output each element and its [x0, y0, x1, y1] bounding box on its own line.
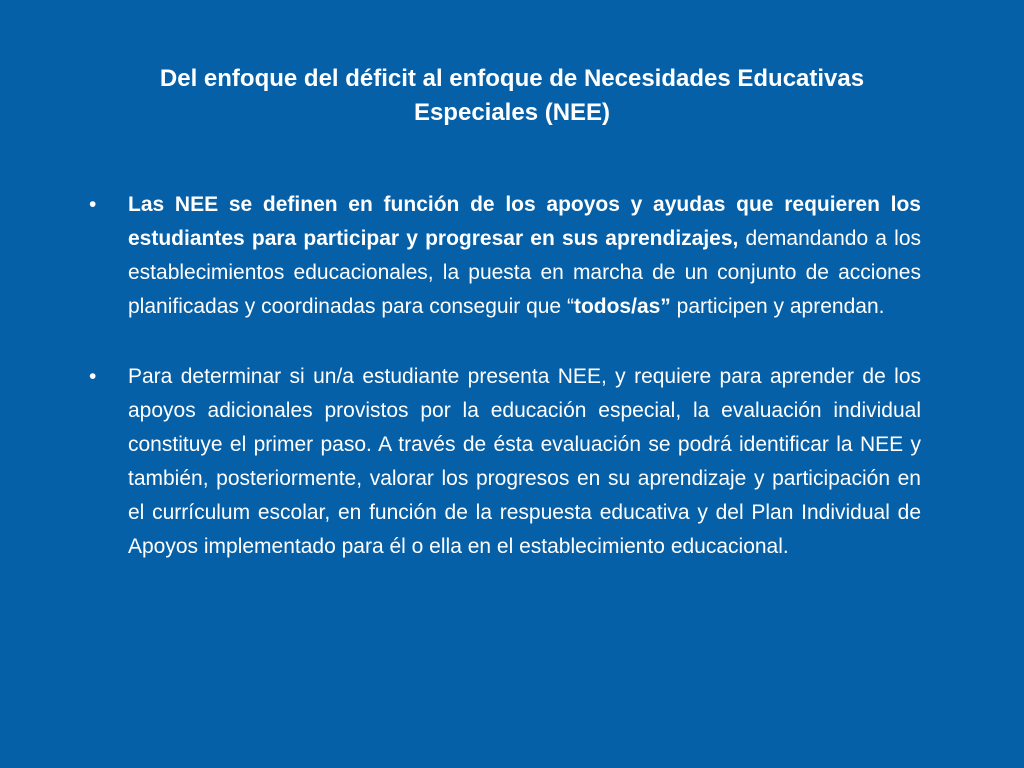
bullet-dot-icon: • [89, 193, 97, 216]
bullet-bold-emphasis: todos/as” [573, 295, 671, 318]
bullet-text [128, 188, 921, 324]
bullet-list [0, 188, 1024, 600]
bullet-item-evaluation [0, 360, 1024, 564]
bullet-item-nee-definition [0, 188, 1024, 324]
bullet-body-text-end: participen y aprendan. [670, 295, 885, 318]
slide-title-line-1: Del enfoque del déficit al enfoque de Necesidades Educativas [159, 65, 865, 92]
slide-title-line-2: Especiales (NEE) [413, 99, 611, 126]
bullet-body-text: demandando a los establecimientos educacionales, la puesta en marcha de un conjunto de acciones planificadas y coordinadas para conseguir que “ [128, 227, 921, 318]
bullet-dot-icon: • [89, 365, 97, 388]
bullet-text: Para determinar si un/a estudiante presenta NEE, y requiere para aprender de los apoyos adicionales provistos por la educación especial, la evaluación individual constituye el primer paso. A través de ésta evaluación se podrá identificar la NEE y también, posteriormente, valorar los progresos en su aprendizaje y participación en el currículum escolar, en función de la respuesta educativa y del Plan Individual de Apoyos implementado para él o ella en el establecimiento educacional. [128, 365, 921, 558]
slide-title [60, 62, 964, 130]
bullet-bold-intro: Las NEE se definen en función de los apoyos y ayudas que requieren los estudiantes para participar y progresar en sus aprendizajes, [128, 193, 921, 250]
